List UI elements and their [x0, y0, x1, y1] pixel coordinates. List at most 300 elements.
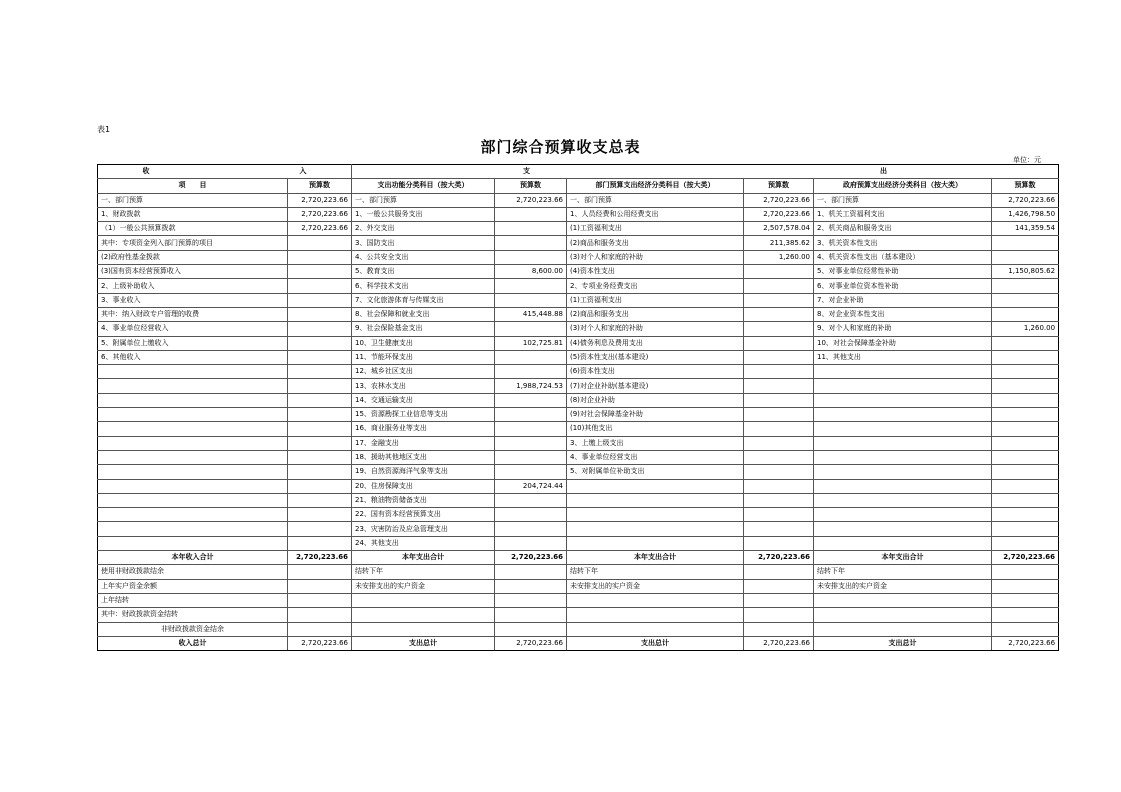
budget-value-cell: [992, 479, 1059, 493]
budget-value-cell: [744, 565, 814, 579]
grand-expense-total-value: 2,720,223.66: [744, 636, 814, 650]
item-label-cell: 1、财政拨款: [98, 207, 288, 221]
budget-value-cell: [992, 250, 1059, 264]
item-label-cell: 19、自然资源海洋气象等支出: [352, 465, 495, 479]
item-label-cell: 22、国有资本经营预算支出: [352, 508, 495, 522]
budget-value-cell: [495, 493, 567, 507]
table-row: [98, 250, 1059, 264]
item-label-cell: [814, 508, 992, 522]
budget-value-cell: [992, 536, 1059, 550]
item-label-cell: 13、农林水支出: [352, 379, 495, 393]
budget-value-cell: [495, 536, 567, 550]
expense-group-char-1: 支: [523, 167, 531, 176]
budget-value-cell: [744, 293, 814, 307]
budget-value-cell: [992, 408, 1059, 422]
budget-value-cell: [744, 393, 814, 407]
item-label-cell: 23、灾害防治及应急管理支出: [352, 522, 495, 536]
item-label-cell: 未安排支出的实户资金: [814, 579, 992, 593]
item-label-cell: (2)商品和服务支出: [567, 307, 744, 321]
expense-group-header: [352, 165, 1059, 179]
item-label-cell: 6、对事业单位资本性补助: [814, 279, 992, 293]
item-label-cell: [98, 436, 288, 450]
grand-income-total-label: 收入总计: [98, 636, 288, 650]
table-row: [98, 265, 1059, 279]
budget-value-cell: [744, 265, 814, 279]
budget-value-cell: [744, 307, 814, 321]
budget-value-cell: [288, 393, 352, 407]
item-label-cell: 2、机关商品和服务支出: [814, 222, 992, 236]
budget-value-cell: [744, 593, 814, 607]
budget-value-cell: [744, 536, 814, 550]
budget-value-cell: [495, 508, 567, 522]
budget-value-cell: [992, 350, 1059, 364]
item-label-cell: 2、外交支出: [352, 222, 495, 236]
item-label-cell: [98, 465, 288, 479]
item-label-cell: 结转下年: [352, 565, 495, 579]
item-label-cell: 15、资源勘探工业信息等支出: [352, 408, 495, 422]
budget-value-cell: [288, 565, 352, 579]
table-row: [98, 579, 1059, 593]
item-label-cell: 2、上级补助收入: [98, 279, 288, 293]
item-label-cell: 未安排支出的实户资金: [352, 579, 495, 593]
table-row: [98, 365, 1059, 379]
item-label-cell: 17、金融支出: [352, 436, 495, 450]
budget-value-cell: [992, 608, 1059, 622]
col-gov-econ-header: 政府预算支出经济分类科目（按大类）: [814, 179, 992, 193]
item-label-cell: 其中：纳入财政专户管理的收费: [98, 307, 288, 321]
budget-value-cell: 102,725.81: [495, 336, 567, 350]
grand-expense-total-value: 2,720,223.66: [495, 636, 567, 650]
item-label-cell: [814, 365, 992, 379]
table-row: [98, 565, 1059, 579]
item-label-cell: (3)对个人和家庭的补助: [567, 322, 744, 336]
year-expense-total-value: 2,720,223.66: [495, 551, 567, 565]
item-label-cell: [814, 608, 992, 622]
table-row: [98, 279, 1059, 293]
table-row: [98, 522, 1059, 536]
item-label-cell: 10、卫生健康支出: [352, 336, 495, 350]
col-item-header: 项 目: [98, 179, 288, 193]
budget-value-cell: [744, 622, 814, 636]
income-group-char-1: 收: [142, 167, 150, 176]
column-header-row: [98, 179, 1059, 193]
col-budget-header-2: 预算数: [495, 179, 567, 193]
item-label-cell: (2)政府性基金拨款: [98, 250, 288, 264]
item-label-cell: [98, 450, 288, 464]
budget-value-cell: [288, 450, 352, 464]
item-label-cell: [98, 422, 288, 436]
budget-value-cell: [744, 436, 814, 450]
budget-value-cell: [288, 608, 352, 622]
item-label-cell: (3)对个人和家庭的补助: [567, 250, 744, 264]
table-row: [98, 465, 1059, 479]
table-row: [98, 493, 1059, 507]
budget-value-cell: [495, 450, 567, 464]
item-label-cell: (3)国有资本经营预算收入: [98, 265, 288, 279]
item-label-cell: [814, 493, 992, 507]
grand-income-total-value: 2,720,223.66: [288, 636, 352, 650]
budget-value-cell: 1,260.00: [744, 250, 814, 264]
budget-value-cell: 1,260.00: [992, 322, 1059, 336]
item-label-cell: 一、部门预算: [567, 193, 744, 207]
item-label-cell: 4、公共安全支出: [352, 250, 495, 264]
budget-value-cell: [992, 422, 1059, 436]
item-label-cell: 1、机关工资福利支出: [814, 207, 992, 221]
budget-value-cell: [744, 322, 814, 336]
budget-value-cell: [992, 450, 1059, 464]
item-label-cell: 5、对附属单位补助支出: [567, 465, 744, 479]
table-row: [98, 479, 1059, 493]
col-budget-header-1: 预算数: [288, 179, 352, 193]
budget-value-cell: [744, 465, 814, 479]
item-label-cell: [814, 450, 992, 464]
budget-value-cell: [288, 322, 352, 336]
budget-value-cell: [992, 379, 1059, 393]
item-label-cell: [567, 608, 744, 622]
budget-value-cell: 204,724.44: [495, 479, 567, 493]
budget-value-cell: [288, 508, 352, 522]
budget-value-cell: 211,385.62: [744, 236, 814, 250]
item-label-cell: 24、其他支出: [352, 536, 495, 550]
budget-value-cell: [992, 236, 1059, 250]
item-label-cell: (7)对企业补助(基本建设): [567, 379, 744, 393]
budget-value-cell: [495, 622, 567, 636]
budget-value-cell: [992, 393, 1059, 407]
budget-value-cell: [288, 279, 352, 293]
item-label-cell: 上年实户资金余额: [98, 579, 288, 593]
item-label-cell: [814, 408, 992, 422]
grand-expense-total-label: 支出总计: [567, 636, 744, 650]
budget-value-cell: [992, 336, 1059, 350]
income-group-char-2: 入: [299, 167, 307, 176]
item-label-cell: 其中：财政拨款资金结转: [98, 608, 288, 622]
budget-value-cell: [992, 565, 1059, 579]
budget-value-cell: [495, 565, 567, 579]
budget-value-cell: [288, 493, 352, 507]
budget-value-cell: [495, 250, 567, 264]
table-row: [98, 307, 1059, 321]
budget-value-cell: [744, 379, 814, 393]
budget-value-cell: [288, 236, 352, 250]
year-total-row: [98, 551, 1059, 565]
table-row: [98, 379, 1059, 393]
item-label-cell: [814, 436, 992, 450]
budget-value-cell: [495, 608, 567, 622]
item-label-cell: 14、交通运输支出: [352, 393, 495, 407]
item-label-cell: 21、粮油物资储备支出: [352, 493, 495, 507]
budget-value-cell: [495, 408, 567, 422]
budget-value-cell: [744, 479, 814, 493]
budget-value-cell: [744, 450, 814, 464]
budget-value-cell: [744, 508, 814, 522]
item-label-cell: [814, 479, 992, 493]
table-row: [98, 408, 1059, 422]
budget-value-cell: [992, 465, 1059, 479]
item-label-cell: [567, 508, 744, 522]
table-row: [98, 236, 1059, 250]
year-income-total-label: 本年收入合计: [98, 551, 288, 565]
budget-value-cell: 2,720,223.66: [288, 222, 352, 236]
col-budget-header-3: 预算数: [744, 179, 814, 193]
budget-value-cell: [495, 350, 567, 364]
year-expense-total-label: 本年支出合计: [352, 551, 495, 565]
budget-value-cell: 2,720,223.66: [288, 193, 352, 207]
budget-value-cell: [495, 393, 567, 407]
item-label-cell: (1)工资福利支出: [567, 293, 744, 307]
item-label-cell: 结转下年: [814, 565, 992, 579]
budget-value-cell: [288, 265, 352, 279]
item-label-cell: 1、一般公共服务支出: [352, 207, 495, 221]
item-label-cell: 12、城乡社区支出: [352, 365, 495, 379]
table-row: [98, 536, 1059, 550]
item-label-cell: 上年结转: [98, 593, 288, 607]
page-title: 部门综合预算收支总表: [480, 138, 641, 156]
budget-value-cell: [992, 436, 1059, 450]
budget-value-cell: [495, 522, 567, 536]
item-label-cell: [814, 622, 992, 636]
table-row: [98, 450, 1059, 464]
table-row: [98, 436, 1059, 450]
table-row: [98, 608, 1059, 622]
table-row: [98, 222, 1059, 236]
budget-value-cell: [495, 222, 567, 236]
item-label-cell: 5、对事业单位经常性补助: [814, 265, 992, 279]
item-label-cell: [567, 493, 744, 507]
item-label-cell: [814, 522, 992, 536]
year-expense-total-value: 2,720,223.66: [744, 551, 814, 565]
item-label-cell: （1）一般公共预算拨款: [98, 222, 288, 236]
item-label-cell: (5)资本性支出(基本建设): [567, 350, 744, 364]
budget-value-cell: [992, 593, 1059, 607]
budget-value-cell: [744, 365, 814, 379]
budget-value-cell: [744, 579, 814, 593]
item-label-cell: 5、附属单位上缴收入: [98, 336, 288, 350]
budget-value-cell: [744, 279, 814, 293]
budget-value-cell: 1,988,724.53: [495, 379, 567, 393]
budget-value-cell: [288, 479, 352, 493]
budget-value-cell: 2,720,223.66: [744, 193, 814, 207]
group-header-row: [98, 165, 1059, 179]
year-income-total-value: 2,720,223.66: [288, 551, 352, 565]
budget-value-cell: [288, 579, 352, 593]
table-row: [98, 508, 1059, 522]
item-label-cell: 4、机关资本性支出（基本建设）: [814, 250, 992, 264]
budget-value-cell: [744, 408, 814, 422]
budget-value-cell: [495, 236, 567, 250]
item-label-cell: 5、教育支出: [352, 265, 495, 279]
item-label-cell: 8、社会保障和就业支出: [352, 307, 495, 321]
item-label-cell: 10、对社会保障基金补助: [814, 336, 992, 350]
expense-group-char-2: 出: [880, 167, 888, 176]
budget-value-cell: [992, 307, 1059, 321]
grand-expense-total-value: 2,720,223.66: [992, 636, 1059, 650]
budget-value-cell: [288, 336, 352, 350]
item-label-cell: [814, 422, 992, 436]
budget-value-cell: [288, 522, 352, 536]
item-label-cell: 7、对企业补助: [814, 293, 992, 307]
item-label-cell: [814, 393, 992, 407]
item-label-cell: [567, 522, 744, 536]
budget-value-cell: [288, 408, 352, 422]
col-budget-header-4: 预算数: [992, 179, 1059, 193]
budget-value-cell: 2,507,578.04: [744, 222, 814, 236]
item-label-cell: [567, 622, 744, 636]
item-label-cell: 3、国防支出: [352, 236, 495, 250]
table-row: [98, 593, 1059, 607]
item-label-cell: 18、援助其他地区支出: [352, 450, 495, 464]
item-label-cell: 4、事业单位经营收入: [98, 322, 288, 336]
item-label-cell: (2)商品和服务支出: [567, 236, 744, 250]
item-label-cell: (1)工资福利支出: [567, 222, 744, 236]
budget-value-cell: [288, 379, 352, 393]
item-label-cell: [352, 593, 495, 607]
item-label-cell: 一、部门预算: [814, 193, 992, 207]
budget-value-cell: [744, 522, 814, 536]
budget-value-cell: [992, 493, 1059, 507]
item-label-cell: 3、上缴上级支出: [567, 436, 744, 450]
budget-value-cell: 2,720,223.66: [495, 193, 567, 207]
item-label-cell: 非财政拨款资金结余: [98, 622, 288, 636]
table-row: [98, 322, 1059, 336]
budget-value-cell: [495, 465, 567, 479]
budget-value-cell: 415,448.88: [495, 307, 567, 321]
item-label-cell: [98, 379, 288, 393]
item-label-cell: (10)其他支出: [567, 422, 744, 436]
budget-value-cell: 141,359.54: [992, 222, 1059, 236]
item-label-cell: 结转下年: [567, 565, 744, 579]
budget-value-cell: [744, 422, 814, 436]
item-label-cell: [98, 536, 288, 550]
table-row: [98, 336, 1059, 350]
budget-value-cell: 8,600.00: [495, 265, 567, 279]
col-func-header: 支出功能分类科目（按大类）: [352, 179, 495, 193]
item-label-cell: (4)债务利息及费用支出: [567, 336, 744, 350]
item-label-cell: [814, 593, 992, 607]
budget-value-cell: [992, 293, 1059, 307]
budget-value-cell: [992, 508, 1059, 522]
budget-value-cell: [495, 436, 567, 450]
item-label-cell: 7、文化旅游体育与传媒支出: [352, 293, 495, 307]
year-expense-total-label: 本年支出合计: [567, 551, 744, 565]
year-expense-total-label: 本年支出合计: [814, 551, 992, 565]
table-number: 表1: [97, 125, 111, 134]
budget-summary-table: [97, 164, 1059, 651]
budget-value-cell: [288, 293, 352, 307]
table-row: [98, 293, 1059, 307]
item-label-cell: 2、专项业务经费支出: [567, 279, 744, 293]
item-label-cell: [98, 479, 288, 493]
item-label-cell: 一、部门预算: [98, 193, 288, 207]
budget-value-cell: [288, 622, 352, 636]
table-row: [98, 422, 1059, 436]
budget-value-cell: [288, 536, 352, 550]
budget-value-cell: 1,150,805.62: [992, 265, 1059, 279]
budget-value-cell: [992, 579, 1059, 593]
item-label-cell: 3、机关资本性支出: [814, 236, 992, 250]
table-row: [98, 350, 1059, 364]
item-label-cell: (4)资本性支出: [567, 265, 744, 279]
table-row: [98, 207, 1059, 221]
item-label-cell: [98, 393, 288, 407]
grand-total-row: [98, 636, 1059, 650]
budget-value-cell: [992, 622, 1059, 636]
item-label-cell: 11、节能环保支出: [352, 350, 495, 364]
budget-value-cell: [288, 593, 352, 607]
budget-value-cell: [288, 250, 352, 264]
item-label-cell: [352, 622, 495, 636]
table-row: [98, 622, 1059, 636]
budget-value-cell: [992, 279, 1059, 293]
budget-value-cell: [744, 493, 814, 507]
item-label-cell: 8、对企业资本性支出: [814, 307, 992, 321]
budget-value-cell: [744, 336, 814, 350]
item-label-cell: [567, 479, 744, 493]
unit-label: 单位：元: [1013, 156, 1041, 164]
budget-value-cell: [288, 307, 352, 321]
item-label-cell: 其中：专项资金列入部门预算的项目: [98, 236, 288, 250]
item-label-cell: [98, 522, 288, 536]
item-label-cell: 20、住房保障支出: [352, 479, 495, 493]
item-label-cell: [98, 508, 288, 522]
item-label-cell: 未安排支出的实户资金: [567, 579, 744, 593]
item-label-cell: [814, 379, 992, 393]
budget-value-cell: [495, 279, 567, 293]
table-row: [98, 193, 1059, 207]
budget-value-cell: 2,720,223.66: [288, 207, 352, 221]
item-label-cell: 4、事业单位经营支出: [567, 450, 744, 464]
item-label-cell: [352, 608, 495, 622]
budget-value-cell: [288, 365, 352, 379]
grand-expense-total-label: 支出总计: [814, 636, 992, 650]
budget-value-cell: [992, 365, 1059, 379]
item-label-cell: 11、其他支出: [814, 350, 992, 364]
item-label-cell: [814, 465, 992, 479]
item-label-cell: 使用非财政拨款结余: [98, 565, 288, 579]
item-label-cell: [98, 365, 288, 379]
grand-expense-total-label: 支出总计: [352, 636, 495, 650]
item-label-cell: [814, 536, 992, 550]
item-label-cell: [567, 593, 744, 607]
budget-value-cell: [992, 522, 1059, 536]
budget-value-cell: [495, 293, 567, 307]
budget-value-cell: [288, 350, 352, 364]
budget-value-cell: [495, 422, 567, 436]
budget-value-cell: [744, 350, 814, 364]
item-label-cell: 6、科学技术支出: [352, 279, 495, 293]
item-label-cell: 1、人员经费和公用经费支出: [567, 207, 744, 221]
budget-value-cell: [288, 465, 352, 479]
budget-value-cell: [495, 593, 567, 607]
item-label-cell: [98, 408, 288, 422]
item-label-cell: 一、部门预算: [352, 193, 495, 207]
col-dept-econ-header: 部门预算支出经济分类科目（按大类）: [567, 179, 744, 193]
budget-value-cell: [495, 579, 567, 593]
item-label-cell: 9、社会保险基金支出: [352, 322, 495, 336]
table-row: [98, 393, 1059, 407]
budget-value-cell: [288, 422, 352, 436]
item-label-cell: 6、其他收入: [98, 350, 288, 364]
budget-value-cell: 2,720,223.66: [992, 193, 1059, 207]
budget-value-cell: 2,720,223.66: [744, 207, 814, 221]
budget-value-cell: [495, 365, 567, 379]
item-label-cell: 16、商业服务业等支出: [352, 422, 495, 436]
item-label-cell: 3、事业收入: [98, 293, 288, 307]
item-label-cell: 9、对个人和家庭的补助: [814, 322, 992, 336]
income-group-header: [98, 165, 352, 179]
item-label-cell: (8)对企业补助: [567, 393, 744, 407]
item-label-cell: [567, 536, 744, 550]
item-label-cell: (6)资本性支出: [567, 365, 744, 379]
